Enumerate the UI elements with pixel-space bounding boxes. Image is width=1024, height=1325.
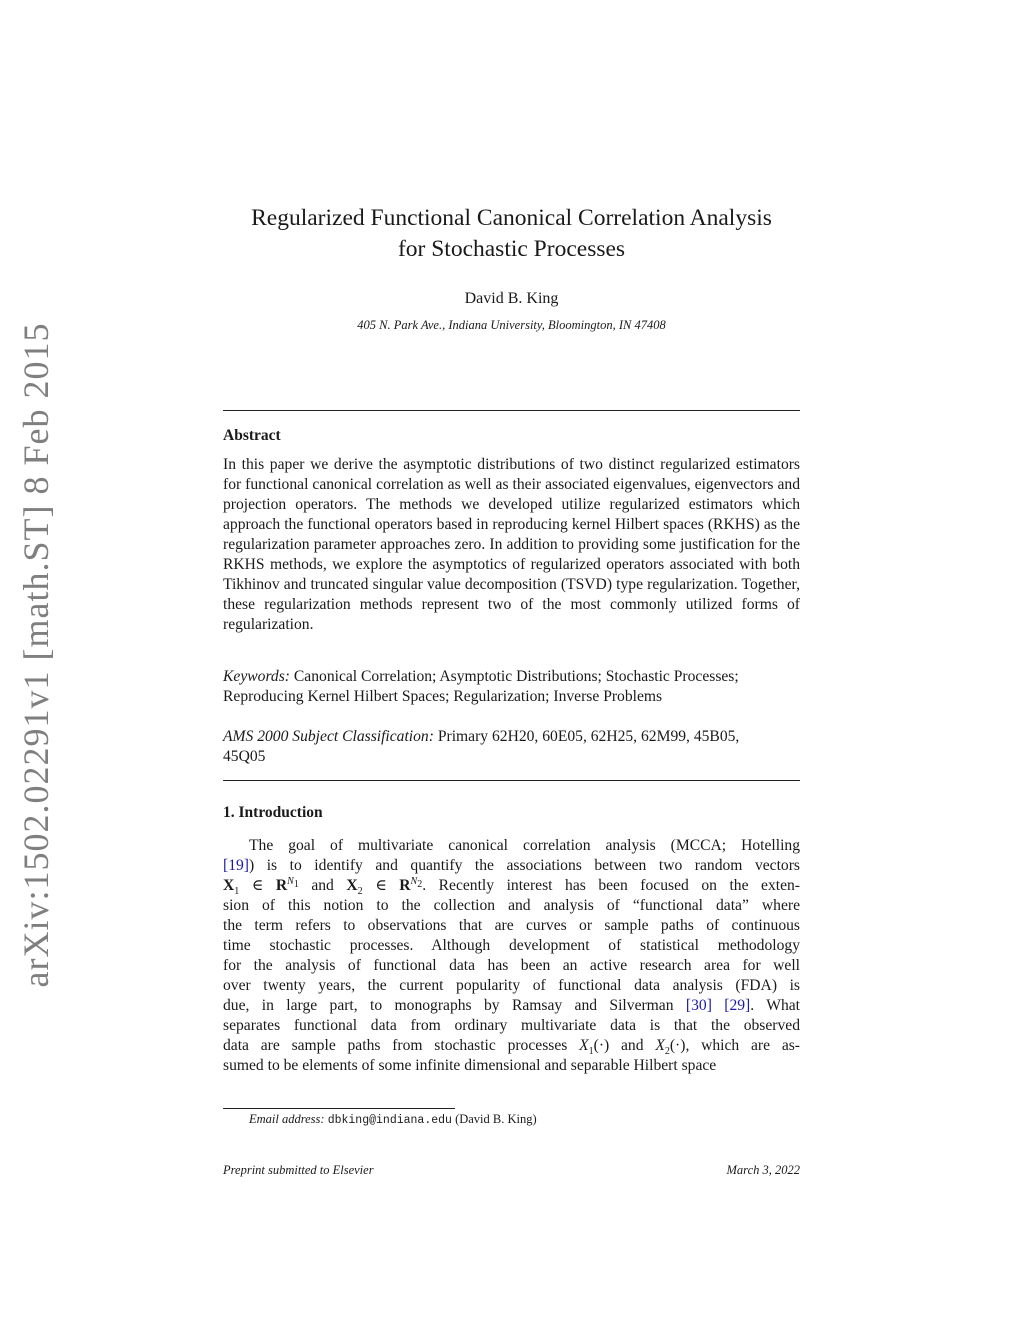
ams-classification [223, 727, 763, 767]
keywords-text: Canonical Correlation; Asymptotic Distributions; Stochastic Processes; Reproducing Kernel Hilbert Spaces; Regularization; Inverse Problems [223, 668, 739, 705]
intro-line: [19]) is to identify and quantify the associations between two random vectors [223, 857, 800, 874]
preprint-note: Preprint submitted to Elsevier [223, 1163, 374, 1177]
intro-line: data are sample paths from stochastic processes $X_1(\cdot)$ and $X_2(\cdot)$, which are as- [223, 1037, 800, 1058]
paper-title [223, 203, 800, 265]
abstract-heading: Abstract [223, 427, 281, 444]
keywords-label: Keywords: [223, 668, 290, 685]
abstract-bottom-rule [223, 780, 800, 781]
email-owner: (David B. King) [455, 1112, 537, 1126]
introduction-paragraph [223, 836, 800, 1076]
citation-19[interactable]: [19] [223, 857, 249, 874]
citation-29[interactable]: [29] [724, 997, 751, 1014]
intro-line: $X_1$ ∈ $R^{N_1}$ and $X_2$ ∈ $R^{N_2}$. Recently interest has been focused on the exten- [223, 875, 800, 898]
section-heading-introduction: 1. Introduction [223, 804, 323, 821]
footnote-rule [223, 1108, 455, 1109]
intro-line: over twenty years, the current popularity of functional data analysis (FDA) is [223, 977, 800, 994]
title-line-2: for Stochastic Processes [397, 236, 626, 262]
ams-label: AMS 2000 Subject Classification: [223, 728, 434, 745]
title-line-1: Regularized Functional Canonical Correlation Analysis [251, 205, 772, 231]
abstract-text: In this paper we derive the asymptotic distributions of two distinct regularized estimators for functional canonical correlation as well as their associated eigenvalues, eigenvectors and projection operators. The methods we developed utilize regularized estimators which approach the functional operators based in reproducing kernel Hilbert spaces (RKHS) as the regularization parameter approaches zero. In addition to providing some justification for the RKHS methods, we explore the asymptotics of regularized operators associated with both Tikhinov and truncated singular value decomposition (TSVD) type regularization. Together, these regularization methods represent two of the most commonly utilized forms of regularization. [223, 456, 800, 633]
ams-text: Primary 62H20, 60E05, 62H25, 62M99, 45B05, 45Q05 [223, 728, 740, 765]
footer-date: March 3, 2022 [726, 1163, 800, 1177]
citation-30[interactable]: [30] [685, 997, 712, 1014]
intro-line: the term refers to observations that are curves or sample paths of continuous [223, 917, 800, 934]
intro-line: due, in large part, to monographs by Ramsay and Silverman [30] [29]. What [223, 997, 801, 1014]
email-label: Email address: [249, 1112, 325, 1126]
intro-line: sumed to be elements of some infinite dimensional and separable Hilbert space [223, 1057, 717, 1074]
intro-line: for the analysis of functional data has been an active research area for well [223, 957, 800, 974]
intro-line: The goal of multivariate canonical correlation analysis (MCCA; Hotelling [249, 837, 800, 854]
author-affiliation: 405 N. Park Ave., Indiana University, Bloomington, IN 47408 [357, 318, 666, 332]
intro-line: time stochastic processes. Although development of statistical methodology [223, 937, 800, 954]
intro-line: separates functional data from ordinary multivariate data is that the observed [223, 1017, 800, 1034]
arxiv-identifier-stamp: arXiv:1502.02291v1 [math.ST] 8 Feb 2015 [16, 322, 56, 988]
footnote-email [249, 1112, 537, 1127]
author-name: David B. King [464, 290, 559, 307]
keywords [223, 667, 763, 707]
abstract-top-rule [223, 410, 800, 411]
email-link[interactable]: dbking@indiana.edu [327, 1114, 452, 1127]
intro-line: sion of this notion to the collection and analysis of “functional data” where [223, 897, 800, 914]
